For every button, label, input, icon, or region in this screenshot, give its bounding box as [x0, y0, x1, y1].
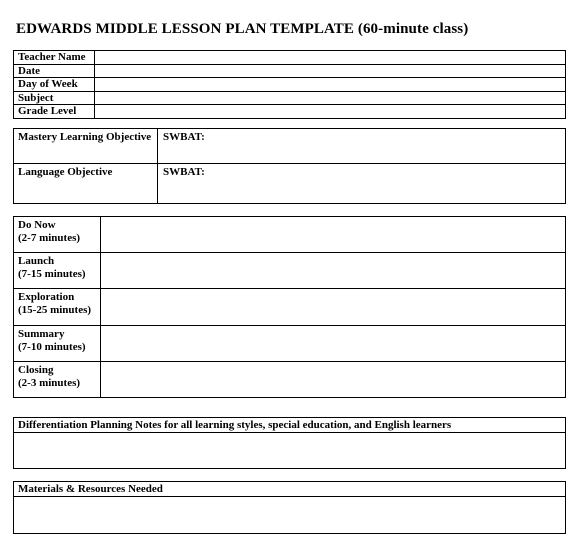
subject-field[interactable]: [95, 91, 566, 105]
segment-row: [14, 217, 566, 253]
materials-heading: Materials & Resources Needed: [14, 482, 566, 497]
date-row: [14, 64, 566, 78]
field-label: Grade Level: [14, 105, 95, 119]
day-of-week-field[interactable]: [95, 78, 566, 92]
materials-table: [13, 481, 566, 534]
date-field[interactable]: [95, 64, 566, 78]
grade-level-field[interactable]: [95, 105, 566, 119]
differentiation-body-row: [14, 432, 566, 468]
segment-row: [14, 362, 566, 398]
grade-level-row: [14, 105, 566, 119]
exploration-notes-field[interactable]: [101, 289, 566, 326]
field-label: Subject: [14, 91, 95, 105]
differentiation-header-row: [14, 418, 566, 433]
field-label: Date: [14, 64, 95, 78]
field-label: Teacher Name: [14, 51, 95, 65]
teacher-info-table: [13, 50, 566, 119]
teacher-name-field[interactable]: [95, 51, 566, 65]
mastery-objective-field[interactable]: SWBAT:: [158, 129, 566, 164]
objective-label: Language Objective: [14, 164, 158, 204]
segment-label: Exploration (15-25 minutes): [14, 289, 101, 326]
summary-notes-field[interactable]: [101, 326, 566, 362]
language-objective-row: [14, 164, 566, 204]
launch-notes-field[interactable]: [101, 253, 566, 289]
subject-row: [14, 91, 566, 105]
materials-notes-field[interactable]: [14, 496, 566, 533]
segment-row: [14, 253, 566, 289]
segment-row: [14, 289, 566, 326]
do-now-notes-field[interactable]: [101, 217, 566, 253]
language-objective-field[interactable]: SWBAT:: [158, 164, 566, 204]
lesson-segments-table: [13, 216, 566, 398]
segment-label: Do Now (2-7 minutes): [14, 217, 101, 253]
differentiation-heading: Differentiation Planning Notes for all learning styles, special education, and English learners: [14, 418, 566, 433]
document-title: EDWARDS MIDDLE LESSON PLAN TEMPLATE (60-minute class): [16, 21, 469, 37]
objective-label: Mastery Learning Objective: [14, 129, 158, 164]
objectives-table: [13, 128, 566, 204]
segment-label: Summary (7-10 minutes): [14, 326, 101, 362]
materials-body-row: [14, 496, 566, 533]
teacher-name-row: [14, 51, 566, 65]
materials-header-row: [14, 482, 566, 497]
differentiation-table: [13, 417, 566, 469]
field-label: Day of Week: [14, 78, 95, 92]
segment-label: Launch (7-15 minutes): [14, 253, 101, 289]
mastery-objective-row: [14, 129, 566, 164]
day-of-week-row: [14, 78, 566, 92]
closing-notes-field[interactable]: [101, 362, 566, 398]
segment-row: [14, 326, 566, 362]
segment-label: Closing (2-3 minutes): [14, 362, 101, 398]
differentiation-notes-field[interactable]: [14, 432, 566, 468]
